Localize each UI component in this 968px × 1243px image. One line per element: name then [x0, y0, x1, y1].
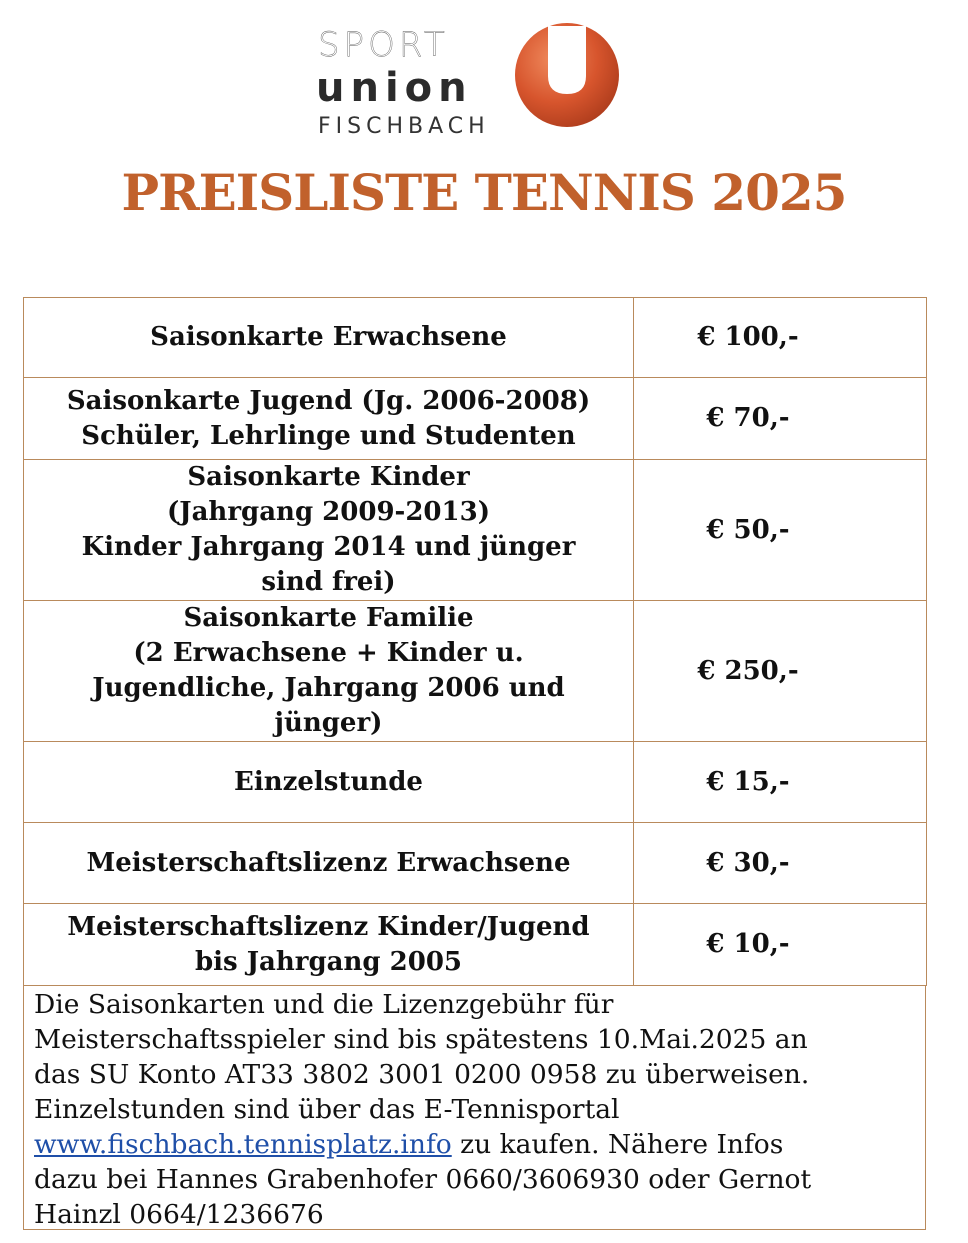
item-price: € 250,- — [634, 601, 927, 742]
item-price: € 15,- — [634, 742, 927, 823]
note-line: Einzelstunden sind über das E-Tennisportal — [34, 1094, 620, 1125]
item-price: € 50,- — [634, 460, 927, 601]
item-price: € 100,- — [634, 298, 927, 378]
union-u-mark-icon — [512, 20, 622, 130]
table-row — [24, 460, 927, 601]
sport-union-logo — [316, 22, 626, 139]
logo-text-fischbach: FISCHBACH — [318, 114, 490, 139]
item-description: Meisterschaftslizenz Erwachsene — [24, 823, 634, 904]
note-line: Hainzl 0664/1236676 — [34, 1199, 324, 1230]
note-line: Die Saisonkarten und die Lizenzgebühr für — [34, 989, 614, 1020]
tennisportal-link[interactable]: www.fischbach.tennisplatz.info — [34, 1129, 452, 1160]
item-description: Saisonkarte Jugend (Jg. 2006-2008) Schüler, Lehrlinge und Studenten — [24, 378, 634, 460]
item-description: Saisonkarte Erwachsene — [24, 298, 634, 378]
note-line: Meisterschaftsspieler sind bis spätestens 10.Mai.2025 an — [34, 1024, 808, 1055]
table-row — [24, 823, 927, 904]
note-line: das SU Konto AT33 3802 3001 0200 0958 zu überweisen. — [34, 1059, 810, 1090]
note-line: dazu bei Hannes Grabenhofer 0660/3606930 oder Gernot — [34, 1164, 812, 1195]
table-row — [24, 298, 927, 378]
item-description: Saisonkarte Familie (2 Erwachsene + Kinder u. Jugendliche, Jahrgang 2006 und jünger) — [24, 601, 634, 742]
price-table — [23, 297, 927, 986]
item-description: Einzelstunde — [24, 742, 634, 823]
item-price: € 70,- — [634, 378, 927, 460]
table-row — [24, 904, 927, 986]
item-price: € 30,- — [634, 823, 927, 904]
logo-text-union: union — [316, 65, 473, 111]
item-price: € 10,- — [634, 904, 927, 986]
table-row — [24, 601, 927, 742]
table-row — [24, 742, 927, 823]
payment-info-note — [23, 985, 926, 1230]
item-description: Meisterschaftslizenz Kinder/Jugend bis Jahrgang 2005 — [24, 904, 634, 986]
table-row — [24, 378, 927, 460]
logo-text-sport: SPORT — [318, 25, 449, 65]
item-description: Saisonkarte Kinder (Jahrgang 2009-2013) Kinder Jahrgang 2014 und jünger sind frei) — [24, 460, 634, 601]
note-line: zu kaufen. Nähere Infos — [451, 1129, 784, 1160]
page-title: PREISLISTE TENNIS 2025 — [121, 163, 847, 222]
